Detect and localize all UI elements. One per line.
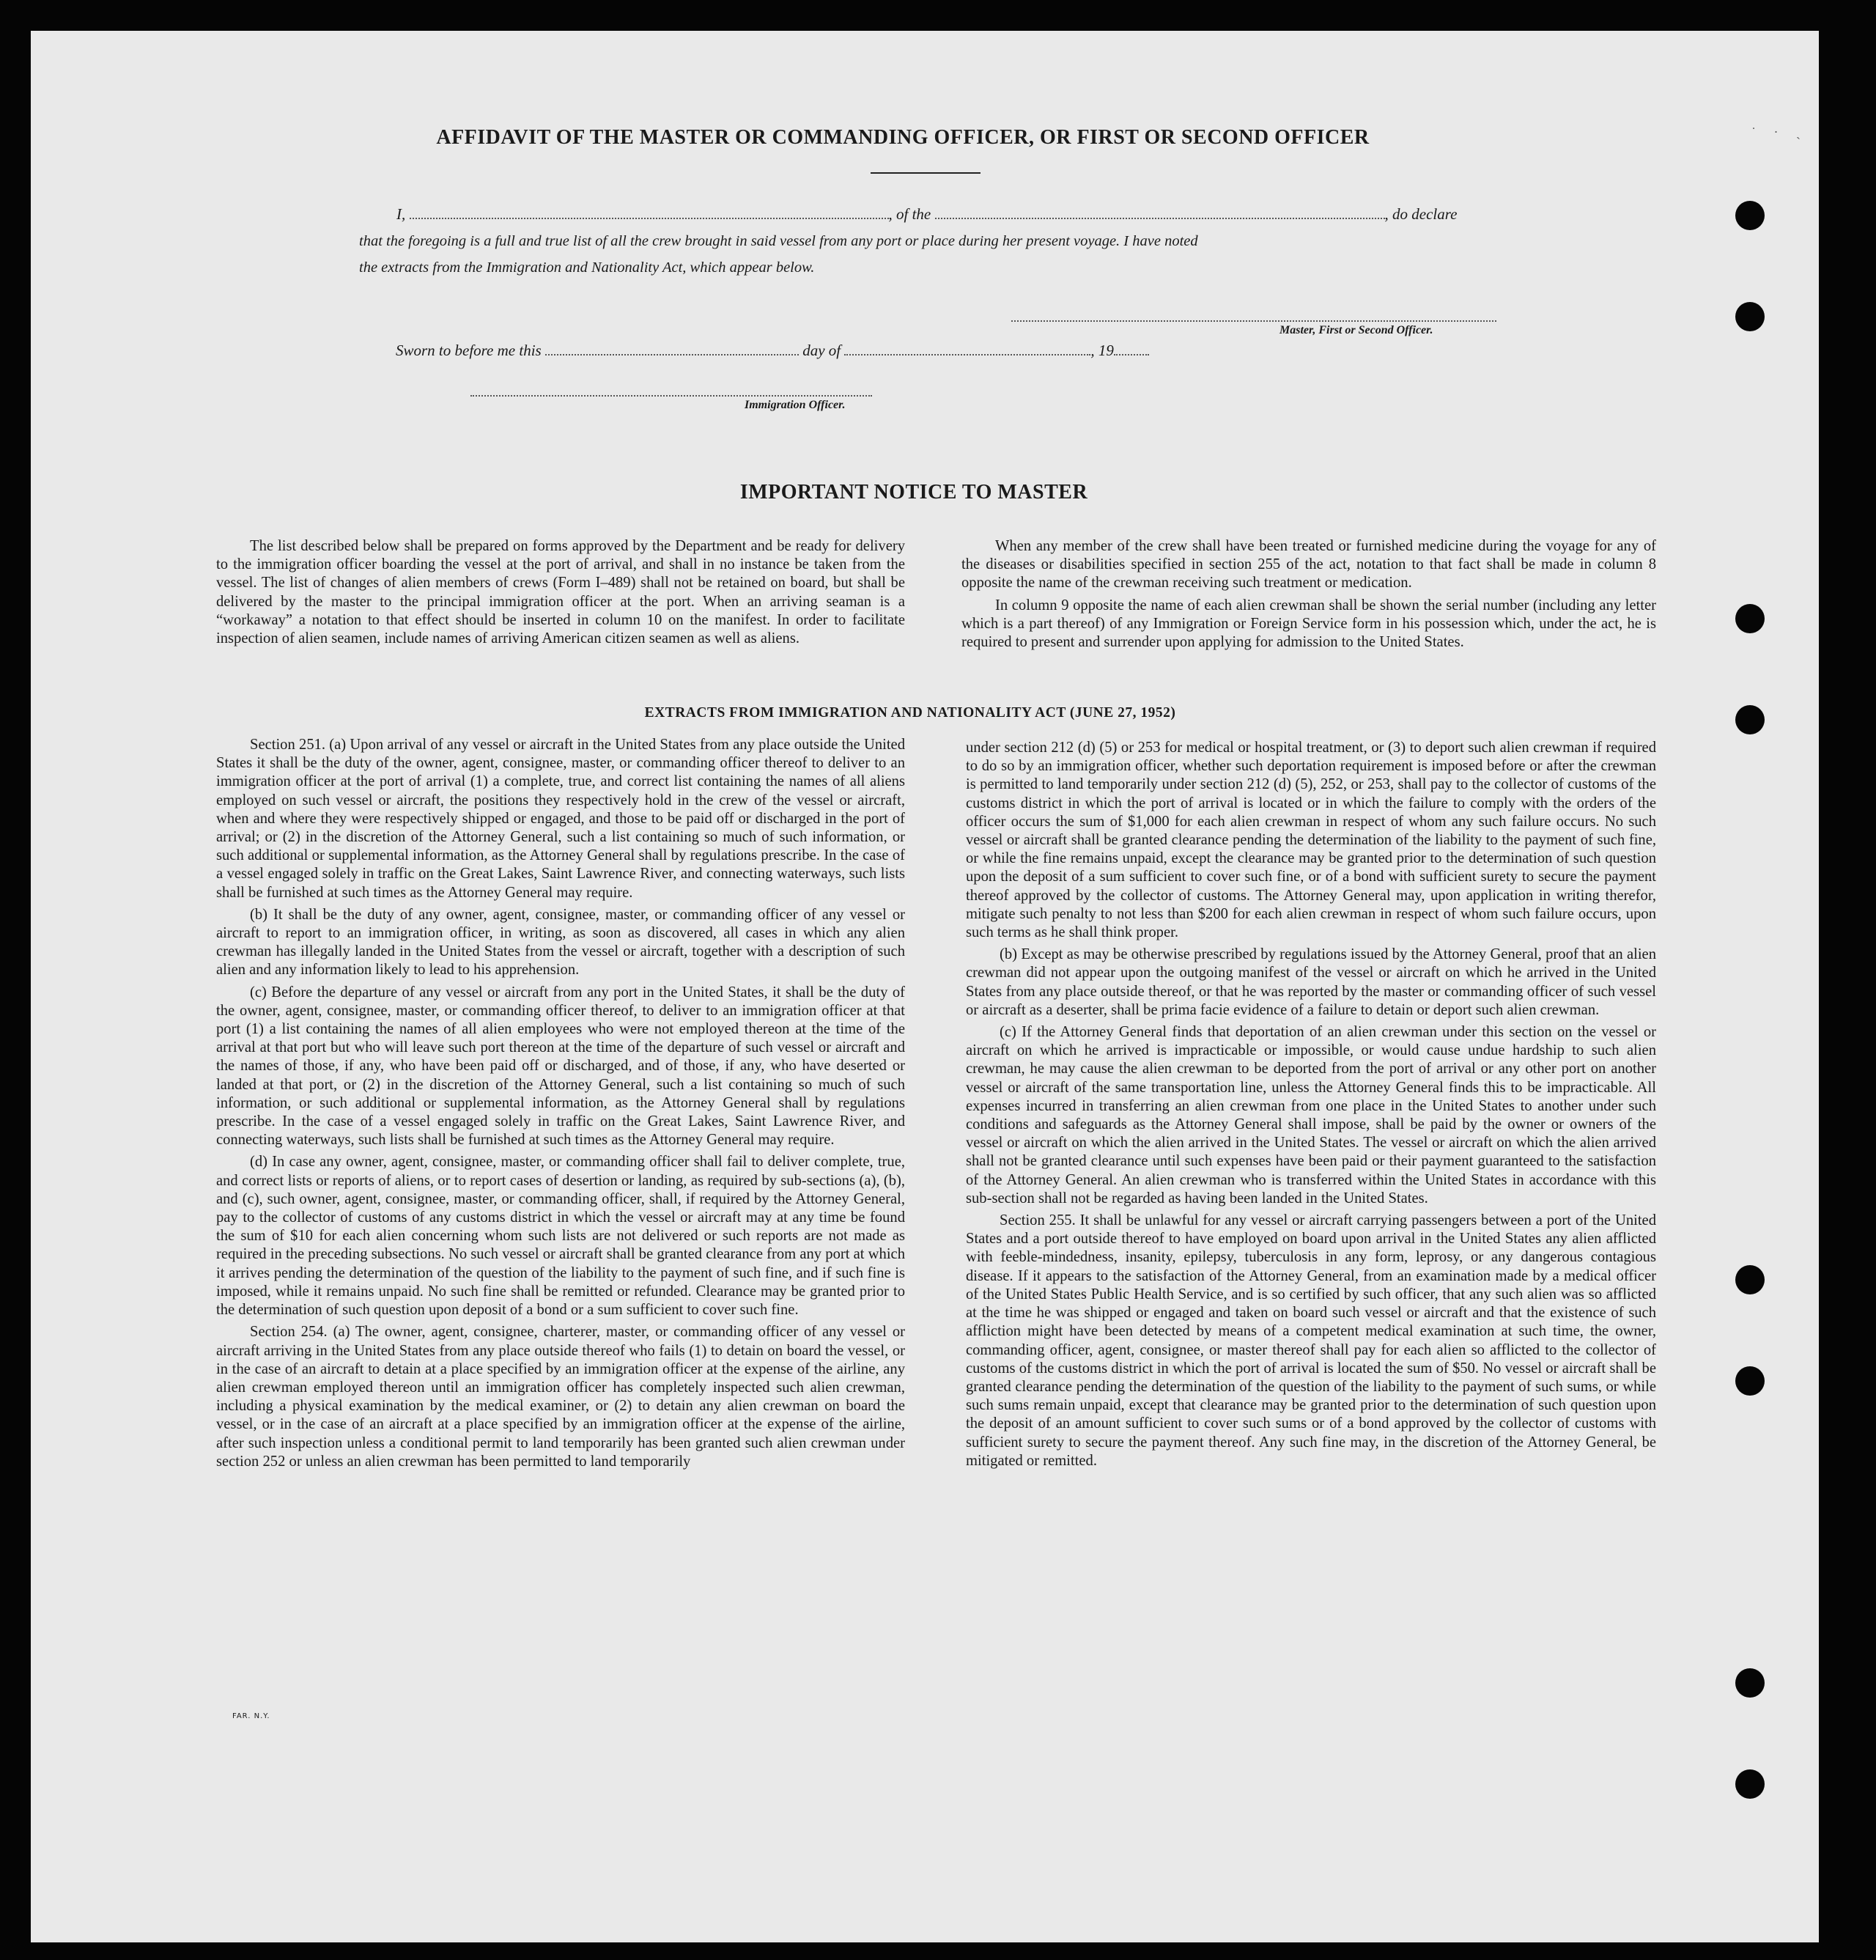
sworn-date-blank[interactable] [545,342,799,355]
binder-hole [1735,1668,1765,1698]
section-254-b: (b) Except as may be otherwise prescribed by regulations issued by the Attorney General, proof that an alien crewman did not appear upon the outgoing manifest of the vessel or aircraft on which he arrived in the United States from any place outside thereof, or that he was reported by the master or commanding officer of such vessel or aircraft as a deserter, shall be prima facie evidence of a failure to detain or deport such alien crewman. [966,946,1656,1018]
statement-line-2: the extracts from the Immigration and Nationality Act, which appear below. [359,259,815,276]
binder-hole [1735,1366,1765,1396]
notice-right-column [961,537,1656,655]
officer-caption: Immigration Officer. [745,399,846,411]
notice-right-paragraph-2: In column 9 opposite the name of each alien crewman shall be shown the serial number (including any letter which is a part thereof) of any Immigration or Foreign Service form in his possession which, under the act, he is required to present and surrender upon applying for admission to the United States. [961,597,1656,651]
section-254-c: (c) If the Attorney General finds that deportation of an alien crewman under this section on the vessel or aircraft on which he arrived is impracticable or impossible, or would cause undue hardship to such alien crewman, he may cause the alien crewman to be deported from the port of arrival or any other port on another vessel or aircraft of the same transportation line, unless the Attorney General finds this to be impracticable. All expenses incurred in transferring an alien crewman from one place in the United States to another under such conditions and safeguards as the Attorney General shall impose, shall be paid by the owner or owners of the vessel or aircraft on which the alien arrived in the United States. The vessel or aircraft on which the alien arrived shall not be granted clearance until such expenses have been paid or their payment guaranteed to the satisfaction of the Attorney General. An alien crewman who is transferred within the United States in accordance with this sub-section shall not be regarded as having been landed in the United States. [966,1024,1656,1206]
section-251-c: (c) Before the departure of any vessel or aircraft from any port in the United States, it shall be the duty of the owner, agent, consignee, master, or commanding officer thereof, to deliver to an immigration officer at that port (1) a list containing the names of all alien employees who were not employed thereon at the time of the arrival at that port but who will leave such port thereon at the time of the departure of such vessel or aircraft and the names of those, if any, who have been paid off or discharged, and of those, if any, who have deserted or landed at that port, or (2) in the discretion of the Attorney General, such a list containing so much of such information, or such additional or supplemental information, as the Attorney General shall by regulations prescribe. In the case of a vessel engaged solely in traffic on the Great Lakes, Saint Lawrence River, and connecting waterways, such lists shall be furnished at such times as the Attorney General may require. [216,984,905,1149]
section-251-a: Section 251. (a) Upon arrival of any vessel or aircraft in the United States from any place outside the United States it shall be the duty of the owner, agent, consignee, master, or commanding officer thereof to deliver to an immigration officer at the port of arrival (1) a complete, true, and correct list containing the names of all aliens employed on such vessel or aircraft, the positions they respectively hold in the crew of the vessel or aircraft, when and where they were respectively shipped or engaged, and those to be paid off or discharged in the port of arrival; or (2) in the discretion of the Attorney General, such a list containing so much of such information, or such additional or supplemental information, as the Attorney General shall by regulations prescribe. In the case of a vessel engaged solely in traffic on the Great Lakes, Saint Lawrence River, and connecting waterways, such lists shall be furnished at such times as the Attorney General may require. [216,737,905,901]
paper-specks: ˙ · ˎ [1751,125,1808,139]
notice-right-paragraph-1: When any member of the crew shall have been treated or furnished medicine during the voyage for any of the diseases or disabilities specified in section 255 of the act, notation to that fact shall be made in column 8 opposite the name of the crewman receiving such treatment or medication. [961,538,1656,592]
sworn-line [396,342,1149,360]
master-signature-line[interactable] [1011,320,1496,322]
section-254-a-continued: under section 212 (d) (5) or 253 for medical or hospital treatment, or (3) to deport such alien crewman if required to do so by an immigration officer, whether such deportation requirement is imposed before or after the crewman is permitted to land temporarily under section 212 (d) (5), 252, or 253, shall pay to the collector of customs of the customs district in which the port of arrival is located or in which the failure to comply with the orders of the officer occurs the sum of $1,000 for each alien crewman in respect of whom any such failure occurs. No such vessel or aircraft shall be granted clearance pending the determination of the liability to the payment of such fine, or while the fine remains unpaid, except the clearance may be granted prior to the determination of such question upon the deposit of a sum sufficient to cover such fine, or of a bond with sufficient surety to secure the payment thereof approved by the collector of customs. The Attorney General may, upon application in writing therefor, mitigate such penalty to not less than $200 for each alien crewman in respect of whom such failure occurs, upon such terms as he shall think proper. [966,740,1656,941]
notice-title: IMPORTANT NOTICE TO MASTER [739,481,1088,504]
sworn-month-blank[interactable] [844,342,1090,355]
declare-of-the-label: , of the [888,205,931,223]
title-rule [871,172,981,174]
printer-imprint: FAR. N.Y. [232,1712,270,1720]
declaration-line [396,205,1457,224]
master-caption: Master, First or Second Officer. [1279,324,1433,336]
declare-i-label: I, [396,205,406,223]
section-254-a: Section 254. (a) The owner, agent, consignee, charterer, master, or commanding officer of any vessel or aircraft arriving in the United States from any place outside thereof who fails (1) to detain on board the vessel, or in the case of an aircraft to detain at a place specified by an immigration officer at the expense of the airline, any alien crewman employed thereon until an immigration officer has completely inspected such alien crewman, including a physical examination by the medical examiner, or (2) to detain any alien crewman on board the vessel, or in the case of an aircraft at a place specified by an immigration officer at the expense of the airline, after such inspection unless a conditional permit to land temporarily has been granted such alien crewman under section 252 or unless an alien crewman has been permitted to land temporarily [216,1324,905,1470]
extracts-right-column [966,739,1656,1474]
extracts-title: EXTRACTS FROM IMMIGRATION AND NATIONALITY ACT (JUNE 27, 1952) [644,705,1176,721]
extracts-left-column [216,736,905,1475]
vessel-blank[interactable] [935,206,1385,219]
binder-hole [1735,302,1765,331]
binder-hole [1735,1265,1765,1294]
statement-line-1: that the foregoing is a full and true list of all the crew brought in said vessel from any port or place during her present voyage. I have noted [359,233,1198,249]
sworn-prefix-label: Sworn to before me this [396,342,542,359]
section-255: Section 255. It shall be unlawful for any vessel or aircraft carrying passengers between a port of the United States and a port outside thereof to have employed on board upon arrival in the United States any alien afflicted with feeble-mindedness, insanity, epilepsy, tuberculosis in any form, leprosy, or any dangerous contagious disease. If it appears to the satisfaction of the Attorney General, from an examination made by a medical officer of the United States Public Health Service, and is so certified by such officer, that any such alien was so afflicted at the time he was shipped or engaged and taken on board such vessel or aircraft and that the existence of such affliction might have been detected by means of a competent medical examination at such time, the owner, commanding officer, agent, consignee, or master thereof shall pay for each alien so afflicted to the collector of customs of the customs district in which the port of arrival is located the sum of $50. No vessel or aircraft shall be granted clearance pending the determination of the question of the liability to the payment of such sums, or while such sums remain unpaid, except that clearance may be granted prior to the determination of such question upon the deposit of an amount sufficient to cover such sums or of a bond approved by the collector of customs with sufficient surety to secure the payment thereof. Any such fine may, in the discretion of the Attorney General, be mitigated or remitted. [966,1212,1656,1469]
sworn-year-label: , 19 [1090,342,1114,359]
binder-hole [1735,1769,1765,1799]
officer-signature-line[interactable] [470,395,872,397]
name-blank[interactable] [410,206,889,219]
binder-hole [1735,201,1765,230]
binder-hole [1735,604,1765,633]
notice-left-column [216,537,905,652]
section-251-d: (d) In case any owner, agent, consignee, master, or commanding officer shall fail to deliver complete, true, and correct lists or reports of aliens, or to report cases of desertion or landing, as required by sub-sections (a), (b), and (c), such owner, agent, consignee, master, or commanding officer, shall, if required by the Attorney General, pay to the collector of customs of any customs district in which the vessel or aircraft may at any time be found the sum of $10 for each alien concerning whom such lists are not delivered or such reports are not made as required in the preceding subsections. No such vessel or aircraft shall be granted clearance from any port at which it arrives pending the determination of the question of the liability to the payment of such fine, and if such fine is imposed, while it remains unpaid. No such fine shall be remitted or refunded. Clearance may be granted prior to the determination of such question upon deposit of a bond or a sum sufficient to cover such fine. [216,1154,905,1319]
document-page [31,31,1819,1942]
sworn-day-of-label: day of [802,342,841,359]
affidavit-title: AFFIDAVIT OF THE MASTER OR COMMANDING OFFICER, OR FIRST OR SECOND OFFICER [436,126,1370,149]
sworn-year-blank[interactable] [1114,342,1149,355]
section-251-b: (b) It shall be the duty of any owner, agent, consignee, master, or commanding officer of any vessel or aircraft to report to an immigration officer, in writing, as soon as discovered, all cases in which any alien crewman has illegally landed in the United States from the vessel or aircraft, together with a description of such alien and any information likely to lead to his apprehension. [216,906,905,979]
notice-left-paragraph: The list described below shall be prepared on forms approved by the Department and be ready for delivery to the immigration officer boarding the vessel at the port of arrival, and shall in no instance be taken from the vessel. The list of changes of alien members of crews (Form I–489) shall not be retained on board, but shall be delivered by the master to the principal immigration officer at the port. When an arriving seaman is a “workaway” a notation to that effect should be inserted in column 10 on the manifest. In order to facilitate inspection of alien seamen, include names of arriving American citizen seamen as well as aliens. [216,538,905,647]
declare-do-declare-label: , do declare [1384,205,1458,223]
